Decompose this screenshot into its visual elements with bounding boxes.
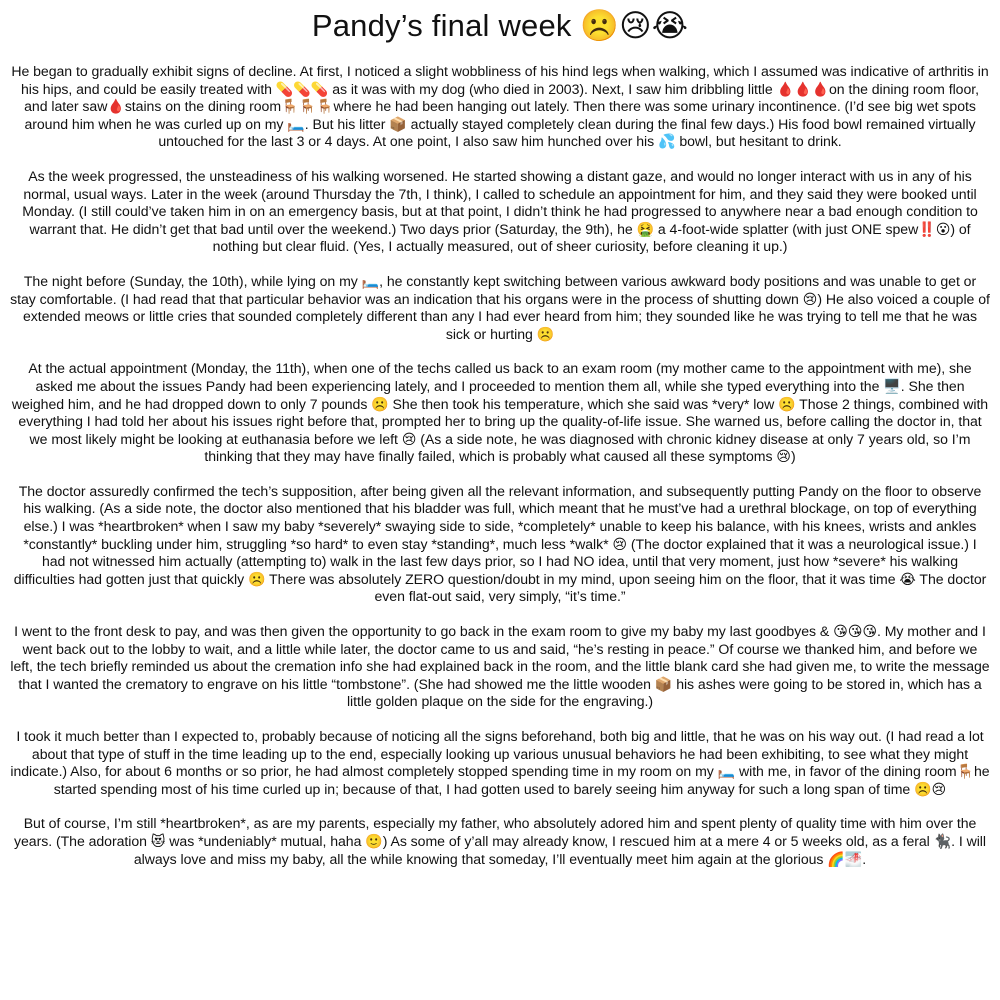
paragraph-appointment: At the actual appointment (Monday, the 11th), when one of the techs called us back to an exam room (my mother came to the appointment with me), she asked me about the issues Pandy had been experiencing lately, and I proceeded to mention them all, while she typed everything into the 🖥️. She then weighed him, and he had dropped down to only 7 pounds ☹️ She then took his temperature, which she said was *very* low ☹️ Those 2 things, combined with everything I had told her about his issues right before that, prompted her to bring up the quality-of-life issue. She warned us, before calling the doctor in, that we most likely might be looking at euthanasia before we left 😢 (As a side note, he was diagnosed with chronic kidney disease at only 7 years old, so I’m thinking that they may have finally failed, which is probably what caused all these symptoms 😢) xyxy=(11,360,989,465)
paragraph-heartbroken: But of course, I’m still *heartbroken*, as are my parents, especially my father, who absolutely adored him and spent plenty of quality time with him over the years. (The adoration 😻 was *undeniably* mutual, haha 🙂) As some of y’all may already know, I rescued him at a mere 4 or 5 weeks old, as a feral 🐈‍⬛. I will always love and miss my baby, all the while knowing that someday, I’ll eventually meet him again at the glorious 🌈🌁. xyxy=(14,815,986,867)
paragraph-night-before: The night before (Sunday, the 10th), while lying on my 🛏️, he constantly kept switching between various awkward body positions and was unable to get or stay comfortable. (I had read that that particular behavior was an indication that his organs were in the process of shutting down 😢) He also voiced a couple of extended meows or little cries that sounded completely different than any I had ever heard from him; they sounded like he was trying to tell me that he was sick or hurting ☹️ xyxy=(10,272,990,342)
page-title: Pandy’s final week ☹️😢😭 xyxy=(311,8,689,43)
paragraph-goodbyes: I went to the front desk to pay, and was then given the opportunity to go back in the exam room to give my baby my last goodbyes & 😘😘😘. My mother and I went back out to the lobby to wait, and a little while later, the doctor came to us and said, “he’s resting in peace.” Of course we thanked him, and before we left, the tech briefly reminded us about the cremation info she had explained back in the room, and the little blank card she had given me, to write the message that I wanted the crematory to engrave on his little “tombstone”. (She had showed me the little wooden 📦 his ashes were going to be stored in, which has a little golden plaque on the side for the engraving.) xyxy=(10,623,990,710)
paragraph-doctor-confirmation: The doctor assuredly confirmed the tech’s supposition, after being given all the relevant information, and subsequently putting Pandy on the floor to observe his walking. (As a side note, the doctor also mentioned that his bladder was full, which meant that he must’ve had a urethral blockage, on top of everything else.) I was *heartbroken* when I saw my baby *severely* swaying side to side, *completely* unable to keep his balance, with his knees, wrists and ankles *constantly* buckling under him, struggling *so hard* to even stay *standing*, much less *walk* 😢 (The doctor explained that it was a neurological issue.) I had not witnessed him actually (attempting to) walk in the last few days prior, so I had NO idea, until that very moment, just how *severe* his walking difficulties had gotten just that quickly ☹️ There was absolutely ZERO question/doubt in my mind, upon seeing him on the floor, that it was time 😭 The doctor even flat-out said, very simply, “it’s time.” xyxy=(13,482,987,605)
paragraph-coping: I took it much better than I expected to, probably because of noticing all the signs beforehand, both big and little, that he was on his way out. (I had read a lot about that type of stuff in the time leading up to the end, especially looking up various unusual behaviors he had been exhibiting, to see what they might indicate.) Also, for about 6 months or so prior, he had almost completely stopped spending time in my room on my 🛏️ with me, in favor of the dining room🪑he started spending most of his time curled up in; because of that, I had gotten used to barely seeing him anyway for such a long span of time ☹️😢 xyxy=(10,728,990,797)
paragraph-decline-signs: He began to gradually exhibit signs of decline. At first, I noticed a slight wobbliness of his hind legs when walking, which I assumed was indicative of arthritis in his hips, and could be easily treated with 💊💊💊 as it was with my dog (who died in 2003). Next, I saw him dribbling little 🩸🩸🩸on the dining room floor, and later saw🩸stains on the dining room🪑🪑🪑where he had been hanging out lately. Then there was some urinary incontinence. (I’d see big wet spots around him when he was curled up on my 🛏️. But his litter 📦 actually stayed completely clean during the final few days.) His food bowl remained virtually untouched for the last 3 or 4 days. At one point, I also saw him hunched over his 💦 bowl, but hesitant to drink. xyxy=(11,63,989,150)
paragraph-week-progressed: As the week progressed, the unsteadiness of his walking worsened. He started showing a distant gaze, and would no longer interact with us in any of his normal, usual ways. Later in the week (around Thursday the 7th, I think), I called to schedule an appointment for him, and they said they were booked until Monday. (I still could’ve taken him in on an emergency basis, but at that point, I didn’t think he had progressed to anywhere near a bad enough condition to warrant that. He didn’t get that bad until over the weekend.) Two days prior (Saturday, the 9th), he 🤮 a 4-foot-wide splatter (with just ONE spew‼️😮) of nothing but clear fluid. (Yes, I actually measured, out of sheer curiosity, before cleaning it up.) xyxy=(22,167,978,255)
